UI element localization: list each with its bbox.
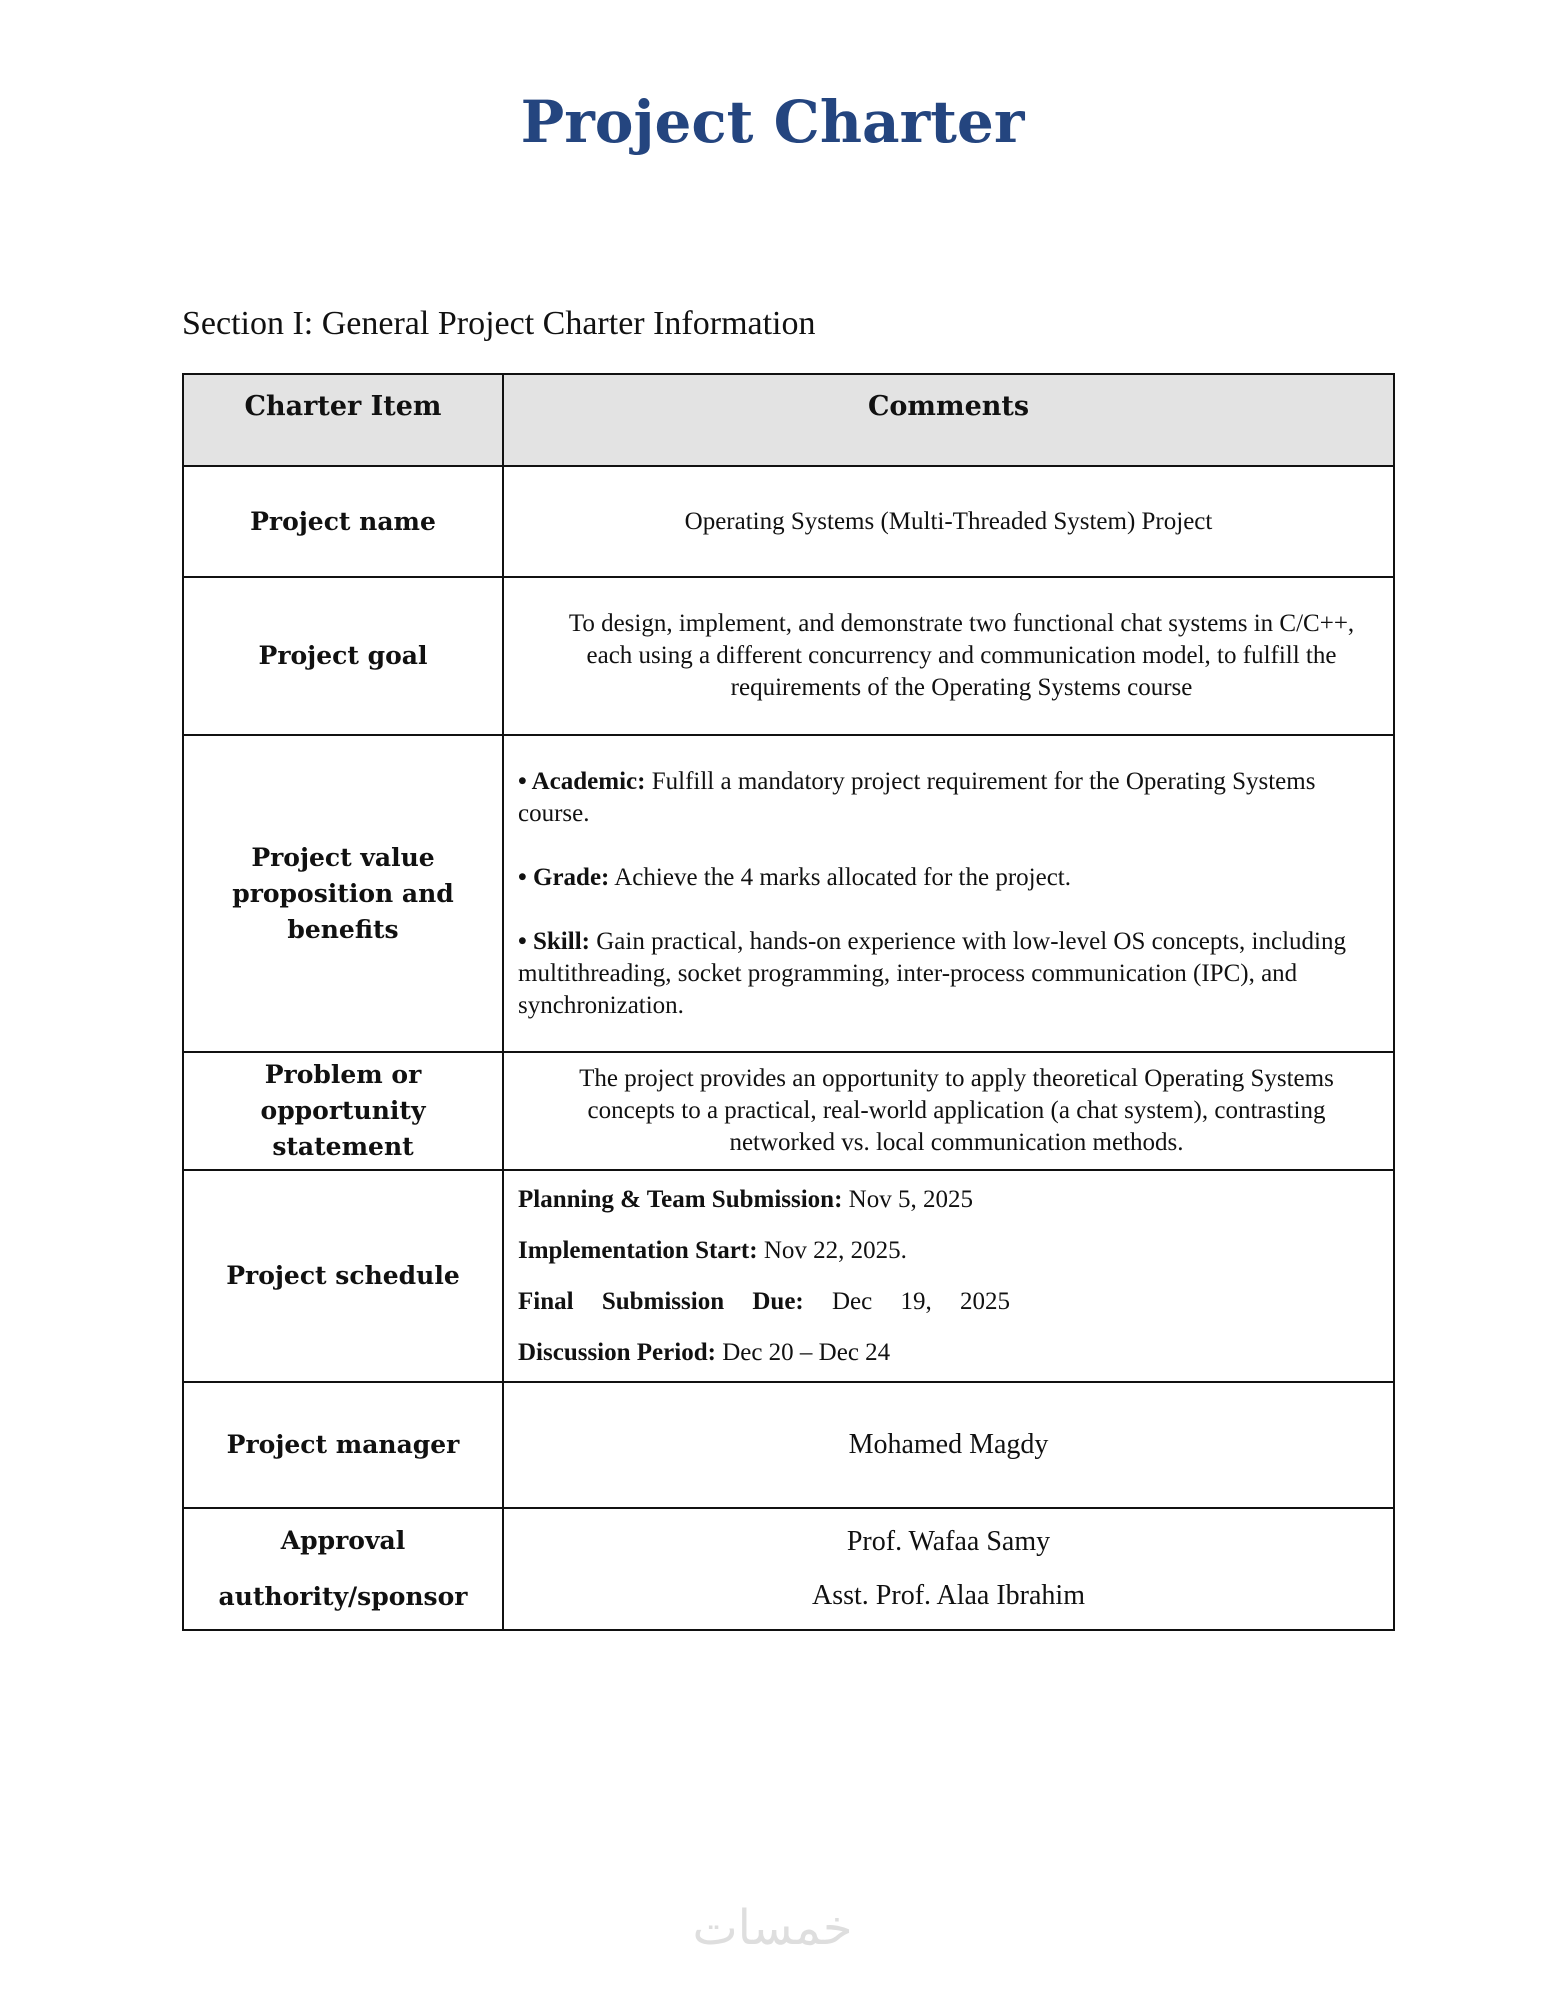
- row-label-project-schedule: Project schedule: [183, 1170, 503, 1382]
- table-row: [183, 1170, 1394, 1382]
- row-label-value-proposition: Project value proposition and benefits: [183, 735, 503, 1052]
- schedule-key: Planning & Team Submission:: [518, 1186, 843, 1213]
- table-row: [183, 1052, 1394, 1170]
- benefit-academic: [518, 766, 1379, 830]
- schedule-key: Final Submission Due:: [518, 1288, 804, 1315]
- benefit-key: • Skill:: [518, 927, 590, 955]
- sponsor-name: Asst. Prof. Alaa Ibrahim: [812, 1580, 1085, 1611]
- schedule-key: Discussion Period:: [518, 1339, 716, 1366]
- benefit-grade: [518, 862, 1379, 894]
- value-proposition-cell: [503, 735, 1394, 1052]
- table-row: [183, 735, 1394, 1052]
- benefit-text: Fulfill a mandatory project requirement for the Operating Systems course.: [518, 767, 1316, 827]
- schedule-implementation: [518, 1225, 1379, 1276]
- row-label-project-manager: Project manager: [183, 1382, 503, 1508]
- schedule-value: Nov 22, 2025.: [757, 1237, 907, 1264]
- benefit-key: • Grade:: [518, 863, 610, 891]
- schedule-value: Dec 20 – Dec 24: [715, 1339, 891, 1366]
- charter-table: [182, 373, 1395, 1631]
- benefit-skill: [518, 926, 1379, 1022]
- benefit-text: Gain practical, hands-on experience with low-level OS concepts, including multithreading, socket programming, inter-process communication (IPC), and synchronization.: [518, 927, 1346, 1019]
- section-title: Section I: General Project Charter Information: [182, 305, 816, 342]
- approval-authority-cell: [503, 1508, 1394, 1630]
- schedule-discussion: [518, 1327, 1379, 1378]
- schedule-planning: [518, 1174, 1379, 1225]
- schedule-key: Implementation Start:: [518, 1237, 758, 1264]
- header-charter-item: Charter Item: [183, 374, 503, 466]
- page-title: Project Charter: [520, 88, 1025, 156]
- approval-label-line: authority/sponsor: [218, 1582, 468, 1611]
- table-row: [183, 577, 1394, 735]
- row-label-approval-authority: [183, 1508, 503, 1630]
- project-name-value: Operating Systems (Multi-Threaded System) Project: [503, 466, 1394, 577]
- approval-label-line: Approval: [280, 1526, 406, 1555]
- project-schedule-cell: [503, 1170, 1394, 1382]
- project-manager-value: Mohamed Magdy: [503, 1382, 1394, 1508]
- problem-statement-value: The project provides an opportunity to apply theoretical Operating Systems concepts to a practical, real-world application (a chat system), contrasting networked vs. local communication methods.: [503, 1052, 1394, 1170]
- schedule-value: Dec 19, 2025: [803, 1288, 1010, 1315]
- project-goal-value: To design, implement, and demonstrate two functional chat systems in C/C++, each using a different concurrency and communication model, to fulfill the requirements of the Operating Systems course: [503, 577, 1394, 735]
- header-comments: Comments: [503, 374, 1394, 466]
- sponsor-name: Prof. Wafaa Samy: [846, 1526, 1051, 1557]
- row-label-problem-statement: Problem or opportunity statement: [183, 1052, 503, 1170]
- table-header-row: [183, 374, 1394, 466]
- table-row: [183, 466, 1394, 577]
- table-row: [183, 1382, 1394, 1508]
- schedule-value: Nov 5, 2025: [842, 1186, 973, 1213]
- khamsat-watermark: خمسات: [692, 1900, 853, 1956]
- benefit-key: • Academic:: [518, 767, 646, 795]
- schedule-final-submission: [518, 1276, 1379, 1327]
- benefit-text: Achieve the 4 marks allocated for the project.: [609, 863, 1071, 891]
- table-row: [183, 1508, 1394, 1630]
- row-label-project-name: Project name: [183, 466, 503, 577]
- row-label-project-goal: Project goal: [183, 577, 503, 735]
